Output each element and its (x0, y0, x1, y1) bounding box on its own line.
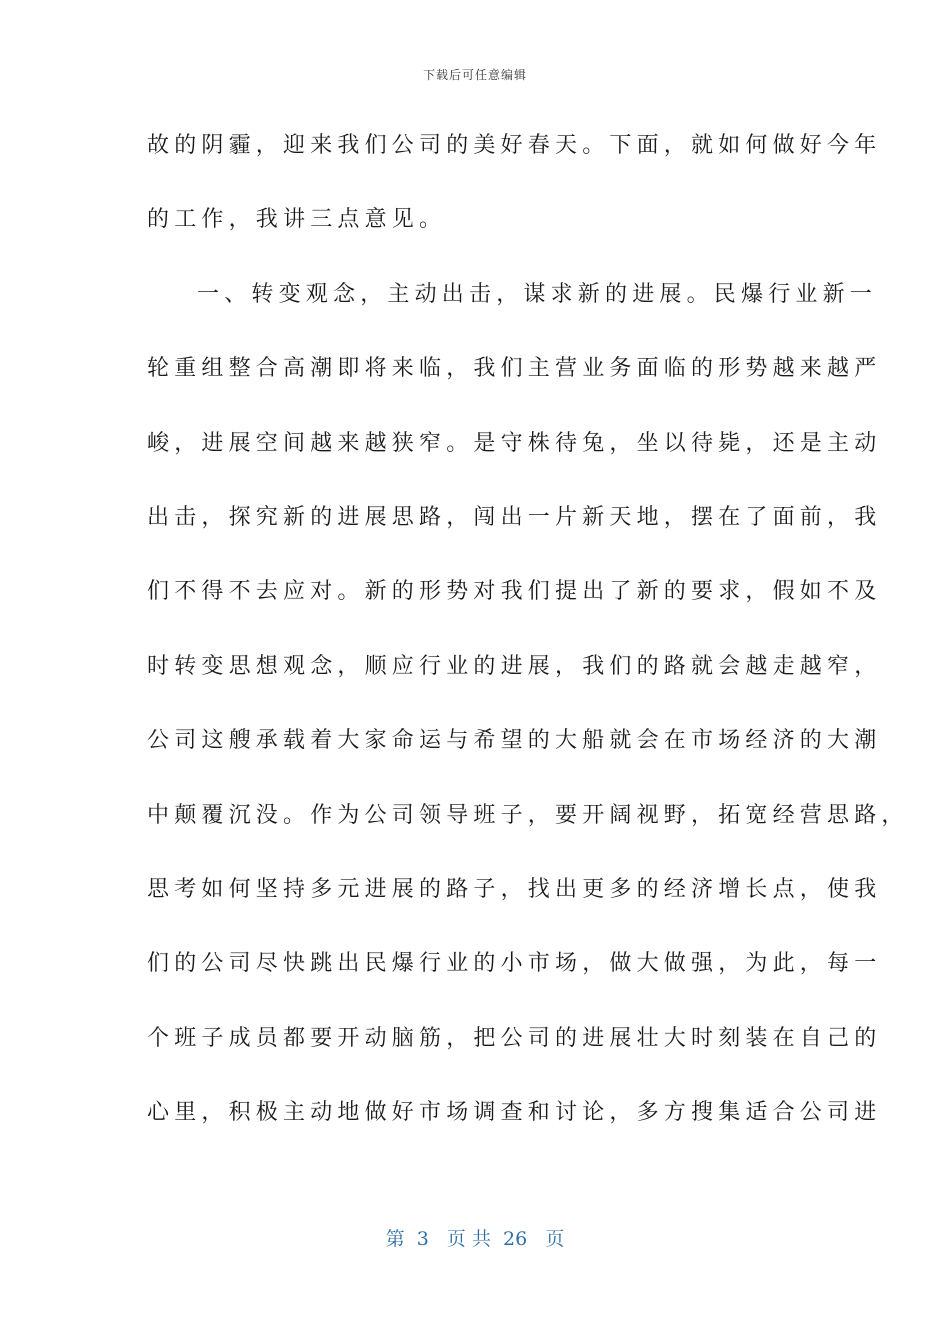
body-line: 中颠覆沉没。作为公司领导班子，要开阔视野，拓宽经营思路， (147, 802, 909, 828)
body-line: 公司这艘承载着大家命运与希望的大船就会在市场经济的大潮 (147, 728, 882, 754)
body-line: 时转变思想观念，顺应行业的进展，我们的路就会越走越窄， (147, 653, 882, 679)
page-header: 下载后可任意编辑 (422, 68, 527, 82)
body-line: 轮重组整合高潮即将来临，我们主营业务面临的形势越来越严 (147, 356, 882, 382)
page-number-footer: 第 3 页 共 26 页 (385, 1228, 565, 1250)
body-line: 个班子成员都要开动脑筋，把公司的进展壮大时刻装在自己的 (147, 1025, 882, 1051)
document-body (147, 118, 909, 1159)
body-line: 们的公司尽快跳出民爆行业的小市场，做大做强，为此，每一 (147, 951, 882, 977)
body-line: 们不得不去应对。新的形势对我们提出了新的要求，假如不及 (147, 579, 882, 605)
body-line: 故的阴霾，迎来我们公司的美好春天。下面，就如何做好今年 (147, 133, 882, 158)
body-line: 的工作，我讲三点意见。 (147, 207, 447, 233)
body-line: 峻，进展空间越来越狭窄。是守株待兔，坐以待毙，还是主动 (147, 430, 882, 456)
body-line: 一、转变观念，主动出击，谋求新的进展。民爆行业新一 (197, 281, 878, 307)
body-line: 心里，积极主动地做好市场调查和讨论，多方搜集适合公司进 (147, 1100, 882, 1126)
body-line: 出击，探究新的进展思路，闯出一片新天地，摆在了面前，我 (147, 504, 882, 530)
body-line: 思考如何坚持多元进展的路子，找出更多的经济增长点，使我 (147, 876, 882, 902)
